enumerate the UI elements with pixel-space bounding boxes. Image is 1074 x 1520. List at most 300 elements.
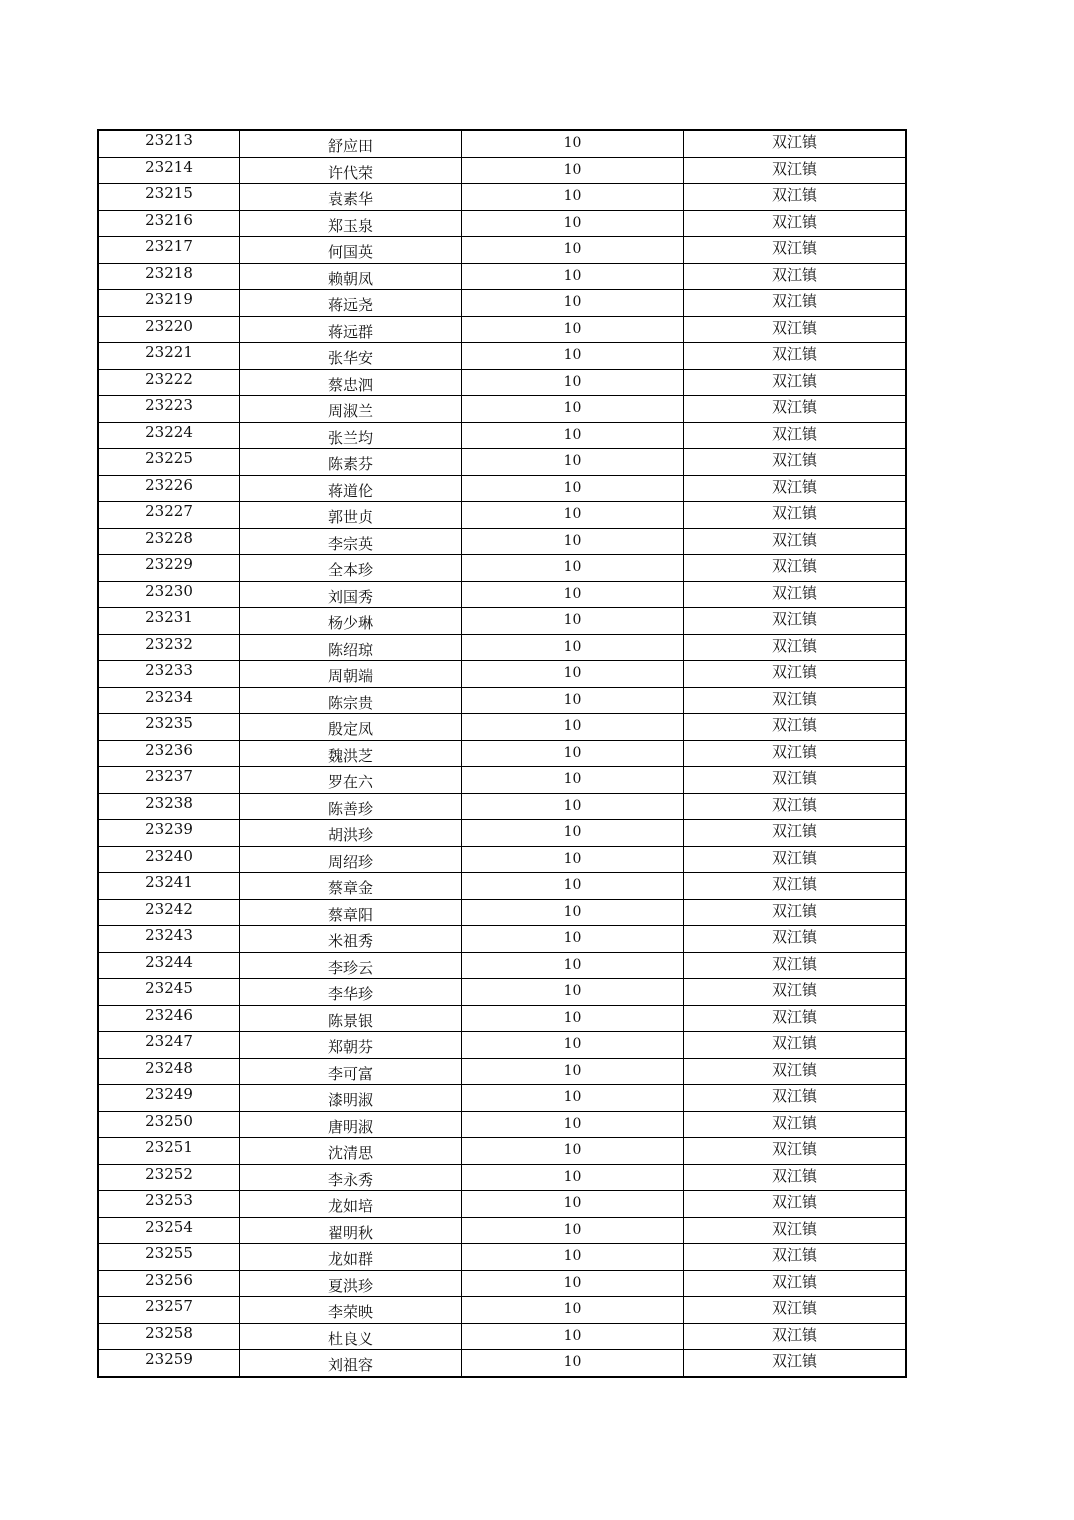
table-row	[98, 846, 906, 873]
name-cell	[240, 714, 462, 741]
amount-cell	[462, 1297, 684, 1324]
name-cell-text: 杨少琳	[327, 614, 373, 633]
town-cell-text: 双江镇	[771, 1034, 817, 1053]
town-cell-text: 双江镇	[771, 716, 817, 735]
amount-cell-text: 10	[563, 1062, 582, 1079]
table-row	[98, 449, 906, 476]
amount-cell-text: 10	[563, 135, 582, 152]
table-row	[98, 237, 906, 264]
town-cell-text: 双江镇	[771, 1087, 817, 1106]
amount-cell	[462, 714, 684, 741]
town-cell	[684, 899, 907, 926]
id-cell-text: 23219	[145, 290, 193, 309]
town-cell	[684, 767, 907, 794]
id-cell	[98, 793, 240, 820]
amount-cell-text: 10	[563, 1168, 582, 1185]
amount-cell-text: 10	[563, 1195, 582, 1212]
town-cell-text: 双江镇	[771, 822, 817, 841]
amount-cell	[462, 555, 684, 582]
id-cell-text: 23239	[145, 820, 193, 839]
name-cell-text: 郑朝芬	[327, 1038, 373, 1057]
amount-cell	[462, 528, 684, 555]
name-cell-text: 唐明淑	[327, 1117, 373, 1136]
amount-cell-text: 10	[563, 638, 582, 655]
amount-cell	[462, 1032, 684, 1059]
id-cell-text: 23229	[145, 555, 193, 574]
name-cell-text: 陈善珍	[327, 799, 373, 818]
id-cell-text: 23258	[145, 1323, 193, 1342]
id-cell	[98, 608, 240, 635]
name-cell-text: 罗在六	[327, 773, 373, 792]
town-cell-text: 双江镇	[771, 1299, 817, 1318]
amount-cell	[462, 1350, 684, 1377]
table-row	[98, 979, 906, 1006]
id-cell	[98, 581, 240, 608]
amount-cell	[462, 343, 684, 370]
name-cell-text: 舒应田	[327, 137, 373, 156]
table-row	[98, 661, 906, 688]
name-cell	[240, 184, 462, 211]
amount-cell-text: 10	[563, 1221, 582, 1238]
id-cell-text: 23244	[145, 952, 193, 971]
table-row	[98, 1270, 906, 1297]
amount-cell	[462, 661, 684, 688]
town-cell-text: 双江镇	[771, 1272, 817, 1291]
id-cell-text: 23255	[145, 1244, 193, 1263]
town-cell-text: 双江镇	[771, 689, 817, 708]
name-cell	[240, 1032, 462, 1059]
amount-cell	[462, 1244, 684, 1271]
id-cell	[98, 634, 240, 661]
amount-cell	[462, 1217, 684, 1244]
id-cell-text: 23215	[145, 184, 193, 203]
amount-cell-text: 10	[563, 1248, 582, 1265]
table-row	[98, 1005, 906, 1032]
id-cell	[98, 1032, 240, 1059]
id-cell-text: 23235	[145, 714, 193, 733]
name-cell	[240, 979, 462, 1006]
table-row	[98, 1032, 906, 1059]
amount-cell	[462, 1323, 684, 1350]
id-cell	[98, 1111, 240, 1138]
amount-cell-text: 10	[563, 665, 582, 682]
amount-cell	[462, 369, 684, 396]
amount-cell	[462, 820, 684, 847]
name-cell	[240, 1164, 462, 1191]
amount-cell-text: 10	[563, 214, 582, 231]
amount-cell	[462, 396, 684, 423]
amount-cell-text: 10	[563, 1115, 582, 1132]
amount-cell-text: 10	[563, 983, 582, 1000]
town-cell-text: 双江镇	[771, 186, 817, 205]
table-row	[98, 1138, 906, 1165]
id-cell	[98, 555, 240, 582]
id-cell-text: 23213	[145, 131, 193, 150]
amount-cell-text: 10	[563, 347, 582, 364]
name-cell-text: 李宗英	[327, 534, 373, 553]
id-cell-text: 23237	[145, 767, 193, 786]
amount-cell	[462, 979, 684, 1006]
name-cell	[240, 820, 462, 847]
town-cell-text: 双江镇	[771, 1113, 817, 1132]
id-cell-text: 23243	[145, 926, 193, 945]
town-cell-text: 双江镇	[771, 530, 817, 549]
amount-cell-text: 10	[563, 930, 582, 947]
amount-cell	[462, 184, 684, 211]
amount-cell-text: 10	[563, 585, 582, 602]
town-cell	[684, 820, 907, 847]
town-cell-text: 双江镇	[771, 159, 817, 178]
table-row	[98, 714, 906, 741]
id-cell-text: 23241	[145, 873, 193, 892]
town-cell	[684, 343, 907, 370]
town-cell-text: 双江镇	[771, 1060, 817, 1079]
town-cell-text: 双江镇	[771, 769, 817, 788]
id-cell	[98, 343, 240, 370]
amount-cell	[462, 290, 684, 317]
name-cell-text: 沈清思	[327, 1144, 373, 1163]
amount-cell-text: 10	[563, 1009, 582, 1026]
town-cell-text: 双江镇	[771, 928, 817, 947]
name-cell	[240, 475, 462, 502]
amount-cell-text: 10	[563, 400, 582, 417]
id-cell	[98, 1217, 240, 1244]
table-row	[98, 1350, 906, 1377]
town-cell	[684, 1005, 907, 1032]
name-cell	[240, 1270, 462, 1297]
name-cell-text: 蒋远群	[327, 322, 373, 341]
town-cell-text: 双江镇	[771, 1166, 817, 1185]
amount-cell	[462, 1164, 684, 1191]
amount-cell-text: 10	[563, 1142, 582, 1159]
town-cell	[684, 608, 907, 635]
name-cell	[240, 1350, 462, 1377]
name-cell-text: 李荣映	[327, 1303, 373, 1322]
name-cell	[240, 369, 462, 396]
name-cell	[240, 210, 462, 237]
town-cell-text: 双江镇	[771, 504, 817, 523]
name-cell	[240, 130, 462, 157]
amount-cell-text: 10	[563, 1327, 582, 1344]
table-row	[98, 396, 906, 423]
table-row	[98, 952, 906, 979]
table-row	[98, 793, 906, 820]
amount-cell	[462, 1058, 684, 1085]
amount-cell-text: 10	[563, 612, 582, 629]
id-cell-text: 23256	[145, 1270, 193, 1289]
table-row	[98, 581, 906, 608]
name-cell-text: 蒋道伦	[327, 481, 373, 500]
id-cell-text: 23248	[145, 1058, 193, 1077]
town-cell	[684, 422, 907, 449]
town-cell-text: 双江镇	[771, 1140, 817, 1159]
amount-cell-text: 10	[563, 797, 582, 814]
town-cell	[684, 1058, 907, 1085]
id-cell	[98, 979, 240, 1006]
name-cell	[240, 687, 462, 714]
name-cell-text: 陈素芬	[327, 455, 373, 474]
town-cell	[684, 157, 907, 184]
id-cell	[98, 740, 240, 767]
name-cell-text: 魏洪芝	[327, 746, 373, 765]
name-cell-text: 李永秀	[327, 1170, 373, 1189]
name-cell	[240, 608, 462, 635]
name-cell-text: 周绍珍	[327, 852, 373, 871]
amount-cell-text: 10	[563, 1301, 582, 1318]
town-cell-text: 双江镇	[771, 636, 817, 655]
town-cell	[684, 237, 907, 264]
id-cell	[98, 1164, 240, 1191]
id-cell	[98, 422, 240, 449]
table-row	[98, 502, 906, 529]
amount-cell	[462, 1138, 684, 1165]
table-row	[98, 820, 906, 847]
id-cell-text: 23242	[145, 899, 193, 918]
name-cell	[240, 237, 462, 264]
name-cell	[240, 343, 462, 370]
id-cell	[98, 1138, 240, 1165]
name-cell	[240, 1323, 462, 1350]
name-cell-text: 李珍云	[327, 958, 373, 977]
name-cell-text: 蔡章阳	[327, 905, 373, 924]
name-cell-text: 周朝端	[327, 667, 373, 686]
town-cell-text: 双江镇	[771, 981, 817, 1000]
name-cell	[240, 952, 462, 979]
name-cell	[240, 926, 462, 953]
table-row	[98, 263, 906, 290]
id-cell	[98, 369, 240, 396]
name-cell	[240, 263, 462, 290]
amount-cell	[462, 952, 684, 979]
town-cell	[684, 263, 907, 290]
id-cell-text: 23245	[145, 979, 193, 998]
id-cell-text: 23250	[145, 1111, 193, 1130]
id-cell	[98, 1297, 240, 1324]
id-cell-text: 23221	[145, 343, 193, 362]
table-row	[98, 290, 906, 317]
id-cell-text: 23234	[145, 687, 193, 706]
town-cell-text: 双江镇	[771, 557, 817, 576]
id-cell-text: 23220	[145, 316, 193, 335]
amount-cell-text: 10	[563, 320, 582, 337]
amount-cell	[462, 263, 684, 290]
town-cell-text: 双江镇	[771, 212, 817, 231]
id-cell-text: 23246	[145, 1005, 193, 1024]
name-cell	[240, 1244, 462, 1271]
amount-cell-text: 10	[563, 506, 582, 523]
table-row	[98, 687, 906, 714]
table-row	[98, 475, 906, 502]
amount-cell-text: 10	[563, 479, 582, 496]
amount-cell-text: 10	[563, 903, 582, 920]
id-cell	[98, 130, 240, 157]
town-cell-text: 双江镇	[771, 901, 817, 920]
town-cell-text: 双江镇	[771, 1193, 817, 1212]
id-cell	[98, 237, 240, 264]
name-cell-text: 陈景银	[327, 1011, 373, 1030]
table-row	[98, 767, 906, 794]
id-cell-text: 23253	[145, 1191, 193, 1210]
town-cell	[684, 369, 907, 396]
name-cell-text: 郑玉泉	[327, 216, 373, 235]
name-cell	[240, 1217, 462, 1244]
id-cell-text: 23218	[145, 263, 193, 282]
id-cell-text: 23214	[145, 157, 193, 176]
table-row	[98, 1058, 906, 1085]
town-cell	[684, 528, 907, 555]
name-cell	[240, 396, 462, 423]
name-cell-text: 夏洪珍	[327, 1276, 373, 1295]
town-cell	[684, 714, 907, 741]
town-cell	[684, 1085, 907, 1112]
id-cell	[98, 449, 240, 476]
town-cell	[684, 555, 907, 582]
name-cell-text: 袁素华	[327, 190, 373, 209]
amount-cell-text: 10	[563, 559, 582, 576]
table-row	[98, 528, 906, 555]
amount-cell	[462, 210, 684, 237]
id-cell	[98, 290, 240, 317]
amount-cell-text: 10	[563, 294, 582, 311]
id-cell	[98, 899, 240, 926]
amount-cell	[462, 846, 684, 873]
name-cell-text: 龙如群	[327, 1250, 373, 1269]
town-cell	[684, 1323, 907, 1350]
table-row	[98, 1297, 906, 1324]
id-cell-text: 23222	[145, 369, 193, 388]
name-cell-text: 漆明淑	[327, 1091, 373, 1110]
id-cell-text: 23225	[145, 449, 193, 468]
amount-cell-text: 10	[563, 1089, 582, 1106]
id-cell	[98, 873, 240, 900]
town-cell-text: 双江镇	[771, 583, 817, 602]
amount-cell	[462, 581, 684, 608]
amount-cell-text: 10	[563, 877, 582, 894]
name-cell	[240, 661, 462, 688]
town-cell-text: 双江镇	[771, 239, 817, 258]
id-cell	[98, 263, 240, 290]
id-cell	[98, 714, 240, 741]
id-cell	[98, 396, 240, 423]
name-cell-text: 许代荣	[327, 163, 373, 182]
town-cell-text: 双江镇	[771, 742, 817, 761]
name-cell-text: 李华珍	[327, 985, 373, 1004]
amount-cell-text: 10	[563, 691, 582, 708]
name-cell	[240, 1058, 462, 1085]
name-cell-text: 陈宗贵	[327, 693, 373, 712]
id-cell	[98, 846, 240, 873]
amount-cell	[462, 793, 684, 820]
amount-cell	[462, 422, 684, 449]
town-cell-text: 双江镇	[771, 610, 817, 629]
name-cell	[240, 1111, 462, 1138]
table-row	[98, 555, 906, 582]
amount-cell-text: 10	[563, 426, 582, 443]
name-cell-text: 胡洪珍	[327, 826, 373, 845]
town-cell	[684, 396, 907, 423]
town-cell-text: 双江镇	[771, 451, 817, 470]
amount-cell-text: 10	[563, 956, 582, 973]
table-row	[98, 634, 906, 661]
name-cell-text: 赖朝凤	[327, 269, 373, 288]
table-row	[98, 157, 906, 184]
town-cell	[684, 1164, 907, 1191]
id-cell-text: 23236	[145, 740, 193, 759]
town-cell-text: 双江镇	[771, 848, 817, 867]
id-cell-text: 23257	[145, 1297, 193, 1316]
id-cell-text: 23224	[145, 422, 193, 441]
amount-cell	[462, 740, 684, 767]
amount-cell	[462, 634, 684, 661]
id-cell	[98, 475, 240, 502]
table-row	[98, 740, 906, 767]
name-cell	[240, 1085, 462, 1112]
id-cell	[98, 316, 240, 343]
amount-cell	[462, 873, 684, 900]
name-cell	[240, 1005, 462, 1032]
town-cell-text: 双江镇	[771, 371, 817, 390]
amount-cell-text: 10	[563, 453, 582, 470]
roster-table	[97, 129, 907, 1378]
town-cell-text: 双江镇	[771, 345, 817, 364]
id-cell-text: 23232	[145, 634, 193, 653]
amount-cell-text: 10	[563, 850, 582, 867]
table-row	[98, 1164, 906, 1191]
town-cell	[684, 316, 907, 343]
id-cell	[98, 820, 240, 847]
id-cell	[98, 528, 240, 555]
town-cell-text: 双江镇	[771, 1007, 817, 1026]
id-cell-text: 23223	[145, 396, 193, 415]
id-cell	[98, 1058, 240, 1085]
table-row	[98, 316, 906, 343]
amount-cell-text: 10	[563, 1036, 582, 1053]
name-cell	[240, 290, 462, 317]
table-row	[98, 343, 906, 370]
town-cell	[684, 1217, 907, 1244]
town-cell	[684, 661, 907, 688]
name-cell-text: 周淑兰	[327, 402, 373, 421]
amount-cell	[462, 767, 684, 794]
name-cell-text: 陈绍琼	[327, 640, 373, 659]
id-cell	[98, 952, 240, 979]
town-cell	[684, 687, 907, 714]
town-cell-text: 双江镇	[771, 424, 817, 443]
name-cell-text: 龙如培	[327, 1197, 373, 1216]
id-cell	[98, 1323, 240, 1350]
town-cell	[684, 290, 907, 317]
town-cell-text: 双江镇	[771, 265, 817, 284]
name-cell	[240, 846, 462, 873]
amount-cell-text: 10	[563, 824, 582, 841]
name-cell-text: 张华安	[327, 349, 373, 368]
name-cell	[240, 528, 462, 555]
id-cell-text: 23233	[145, 661, 193, 680]
id-cell-text: 23228	[145, 528, 193, 547]
town-cell	[684, 979, 907, 1006]
town-cell-text: 双江镇	[771, 795, 817, 814]
town-cell	[684, 634, 907, 661]
amount-cell-text: 10	[563, 373, 582, 390]
town-cell	[684, 1138, 907, 1165]
id-cell	[98, 1350, 240, 1377]
id-cell-text: 23252	[145, 1164, 193, 1183]
id-cell-text: 23251	[145, 1138, 193, 1157]
table-row	[98, 899, 906, 926]
amount-cell	[462, 449, 684, 476]
name-cell-text: 杜良义	[327, 1329, 373, 1348]
table-row	[98, 1217, 906, 1244]
